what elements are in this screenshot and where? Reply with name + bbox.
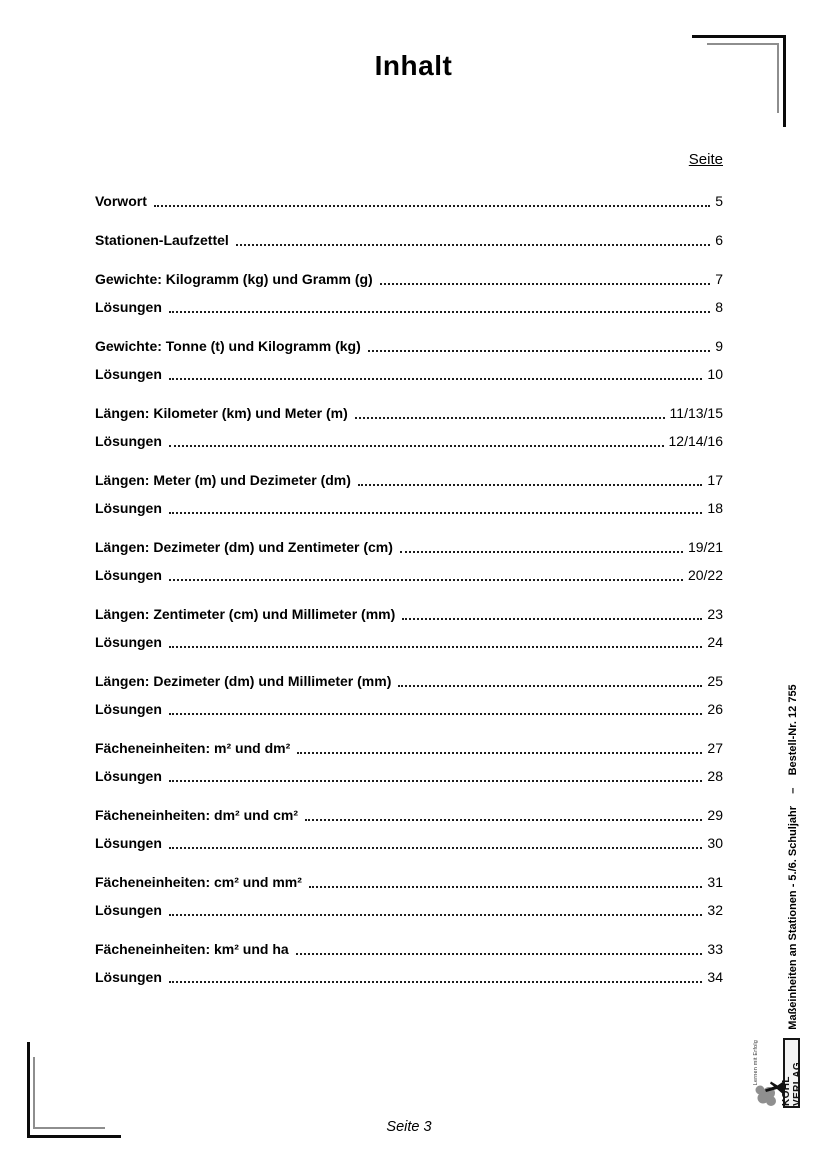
dotted-leader bbox=[169, 378, 703, 380]
page-column-header: Seite bbox=[688, 151, 723, 168]
dotted-leader bbox=[305, 819, 702, 821]
dotted-leader bbox=[169, 713, 703, 715]
toc-entry-page: 34 bbox=[707, 969, 723, 985]
toc-row bbox=[95, 632, 723, 652]
toc-row bbox=[95, 230, 723, 250]
toc-row bbox=[95, 297, 723, 317]
dotted-leader bbox=[355, 417, 665, 419]
dotted-leader bbox=[169, 512, 703, 514]
dotted-leader bbox=[296, 953, 703, 955]
toc-entry-page: 33 bbox=[707, 941, 723, 957]
toc-entry-page: 8 bbox=[715, 299, 723, 315]
dotted-leader bbox=[154, 205, 710, 207]
dotted-leader bbox=[358, 484, 703, 486]
toc-row bbox=[95, 470, 723, 490]
dotted-leader bbox=[169, 579, 683, 581]
logo-name: KOHL VERLAG bbox=[783, 1038, 800, 1108]
toc-entry-page: 18 bbox=[707, 500, 723, 516]
toc-entry-title: Fächeneinheiten: m² und dm² bbox=[95, 740, 291, 756]
toc-row bbox=[95, 565, 723, 585]
toc-entry-page: 27 bbox=[707, 740, 723, 756]
toc-row bbox=[95, 900, 723, 920]
toc-entry-title: Vorwort bbox=[95, 193, 147, 209]
toc-entry-page: 12/14/16 bbox=[668, 433, 723, 449]
toc-entry-title: Lösungen bbox=[95, 969, 162, 985]
toc-entry-title: Lösungen bbox=[95, 768, 162, 784]
toc-entry-title: Längen: Kilometer (km) und Meter (m) bbox=[95, 405, 348, 421]
dotted-leader bbox=[297, 752, 702, 754]
dotted-leader bbox=[169, 780, 703, 782]
toc-list bbox=[95, 191, 723, 987]
dotted-leader bbox=[169, 981, 703, 983]
toc-entry-page: 23 bbox=[707, 606, 723, 622]
toc-entry-page: 5 bbox=[715, 193, 723, 209]
dotted-leader bbox=[169, 914, 703, 916]
toc-row bbox=[95, 872, 723, 892]
toc-entry-page: 6 bbox=[715, 232, 723, 248]
page-title: Inhalt bbox=[374, 50, 453, 81]
toc-row bbox=[95, 833, 723, 853]
toc-row bbox=[95, 336, 723, 356]
toc-entry-title: Lösungen bbox=[95, 701, 162, 717]
dotted-leader bbox=[169, 311, 710, 313]
dotted-leader bbox=[169, 445, 664, 447]
dotted-leader bbox=[309, 886, 703, 888]
toc-entry-title: Lösungen bbox=[95, 299, 162, 315]
toc-row bbox=[95, 805, 723, 825]
dotted-leader bbox=[380, 283, 711, 285]
toc-entry-page: 26 bbox=[707, 701, 723, 717]
toc-entry-page: 29 bbox=[707, 807, 723, 823]
toc-entry-page: 7 bbox=[715, 271, 723, 287]
toc-row bbox=[95, 604, 723, 624]
toc-entry-title: Längen: Zentimeter (cm) und Millimeter (mm) bbox=[95, 606, 396, 622]
toc-entry-title: Längen: Dezimeter (dm) und Zentimeter (cm) bbox=[95, 539, 393, 555]
toc-entry-title: Fächeneinheiten: km² und ha bbox=[95, 941, 289, 957]
toc-entry-title: Lösungen bbox=[95, 634, 162, 650]
toc-row bbox=[95, 671, 723, 691]
toc-entry-title: Lösungen bbox=[95, 366, 162, 382]
toc-entry-title: Fächeneinheiten: cm² und mm² bbox=[95, 874, 302, 890]
sidebar-vertical-text: Maßeinheiten an Stationen - 5./6. Schuljahr – Bestell-Nr. 12 755 bbox=[787, 684, 799, 1030]
dotted-leader bbox=[169, 847, 703, 849]
dotted-leader bbox=[400, 551, 683, 553]
toc-row bbox=[95, 967, 723, 987]
toc-entry-page: 11/13/15 bbox=[669, 405, 723, 421]
dotted-leader bbox=[236, 244, 710, 246]
toc-entry-page: 31 bbox=[707, 874, 723, 890]
toc-entry-title: Lösungen bbox=[95, 835, 162, 851]
toc-row bbox=[95, 403, 723, 423]
toc-entry-title: Fächeneinheiten: dm² und cm² bbox=[95, 807, 299, 823]
toc-entry-page: 19/21 bbox=[687, 539, 723, 555]
toc-row bbox=[95, 191, 723, 211]
dotted-leader bbox=[169, 646, 703, 648]
toc-entry-page: 20/22 bbox=[687, 567, 723, 583]
toc-entry-title: Gewichte: Kilogramm (kg) und Gramm (g) bbox=[95, 271, 373, 287]
toc-entry-title: Lösungen bbox=[95, 500, 162, 516]
toc-entry-page: 24 bbox=[707, 634, 723, 650]
toc-entry-page: 9 bbox=[715, 338, 723, 354]
toc-row bbox=[95, 537, 723, 557]
toc-row bbox=[95, 939, 723, 959]
toc-entry-page: 25 bbox=[707, 673, 723, 689]
toc-row bbox=[95, 364, 723, 384]
toc-row bbox=[95, 498, 723, 518]
publisher-logo bbox=[752, 1038, 803, 1108]
toc-row bbox=[95, 431, 723, 451]
dotted-leader bbox=[402, 618, 702, 620]
toc-row bbox=[95, 766, 723, 786]
toc-entry-page: 10 bbox=[707, 366, 723, 382]
toc-entry-page: 17 bbox=[707, 472, 723, 488]
toc-row bbox=[95, 738, 723, 758]
toc-entry-title: Längen: Dezimeter (dm) und Millimeter (mm) bbox=[95, 673, 392, 689]
toc-row bbox=[95, 269, 723, 289]
toc-entry-page: 32 bbox=[707, 902, 723, 918]
toc-entry-title: Lösungen bbox=[95, 433, 162, 449]
toc-entry-page: 28 bbox=[707, 768, 723, 784]
toc-row bbox=[95, 699, 723, 719]
toc-entry-page: 30 bbox=[707, 835, 723, 851]
toc-entry-title: Lösungen bbox=[95, 567, 162, 583]
toc-entry-title: Lösungen bbox=[95, 902, 162, 918]
page-footer: Seite 3 bbox=[386, 1119, 432, 1135]
toc-entry-title: Längen: Meter (m) und Dezimeter (dm) bbox=[95, 472, 351, 488]
dotted-leader bbox=[368, 350, 710, 352]
toc-entry-title: Gewichte: Tonne (t) und Kilogramm (kg) bbox=[95, 338, 361, 354]
logo-tagline: Lernen mit Erfolg bbox=[753, 1040, 759, 1086]
toc-entry-title: Stationen-Laufzettel bbox=[95, 232, 229, 248]
dotted-leader bbox=[398, 685, 702, 687]
